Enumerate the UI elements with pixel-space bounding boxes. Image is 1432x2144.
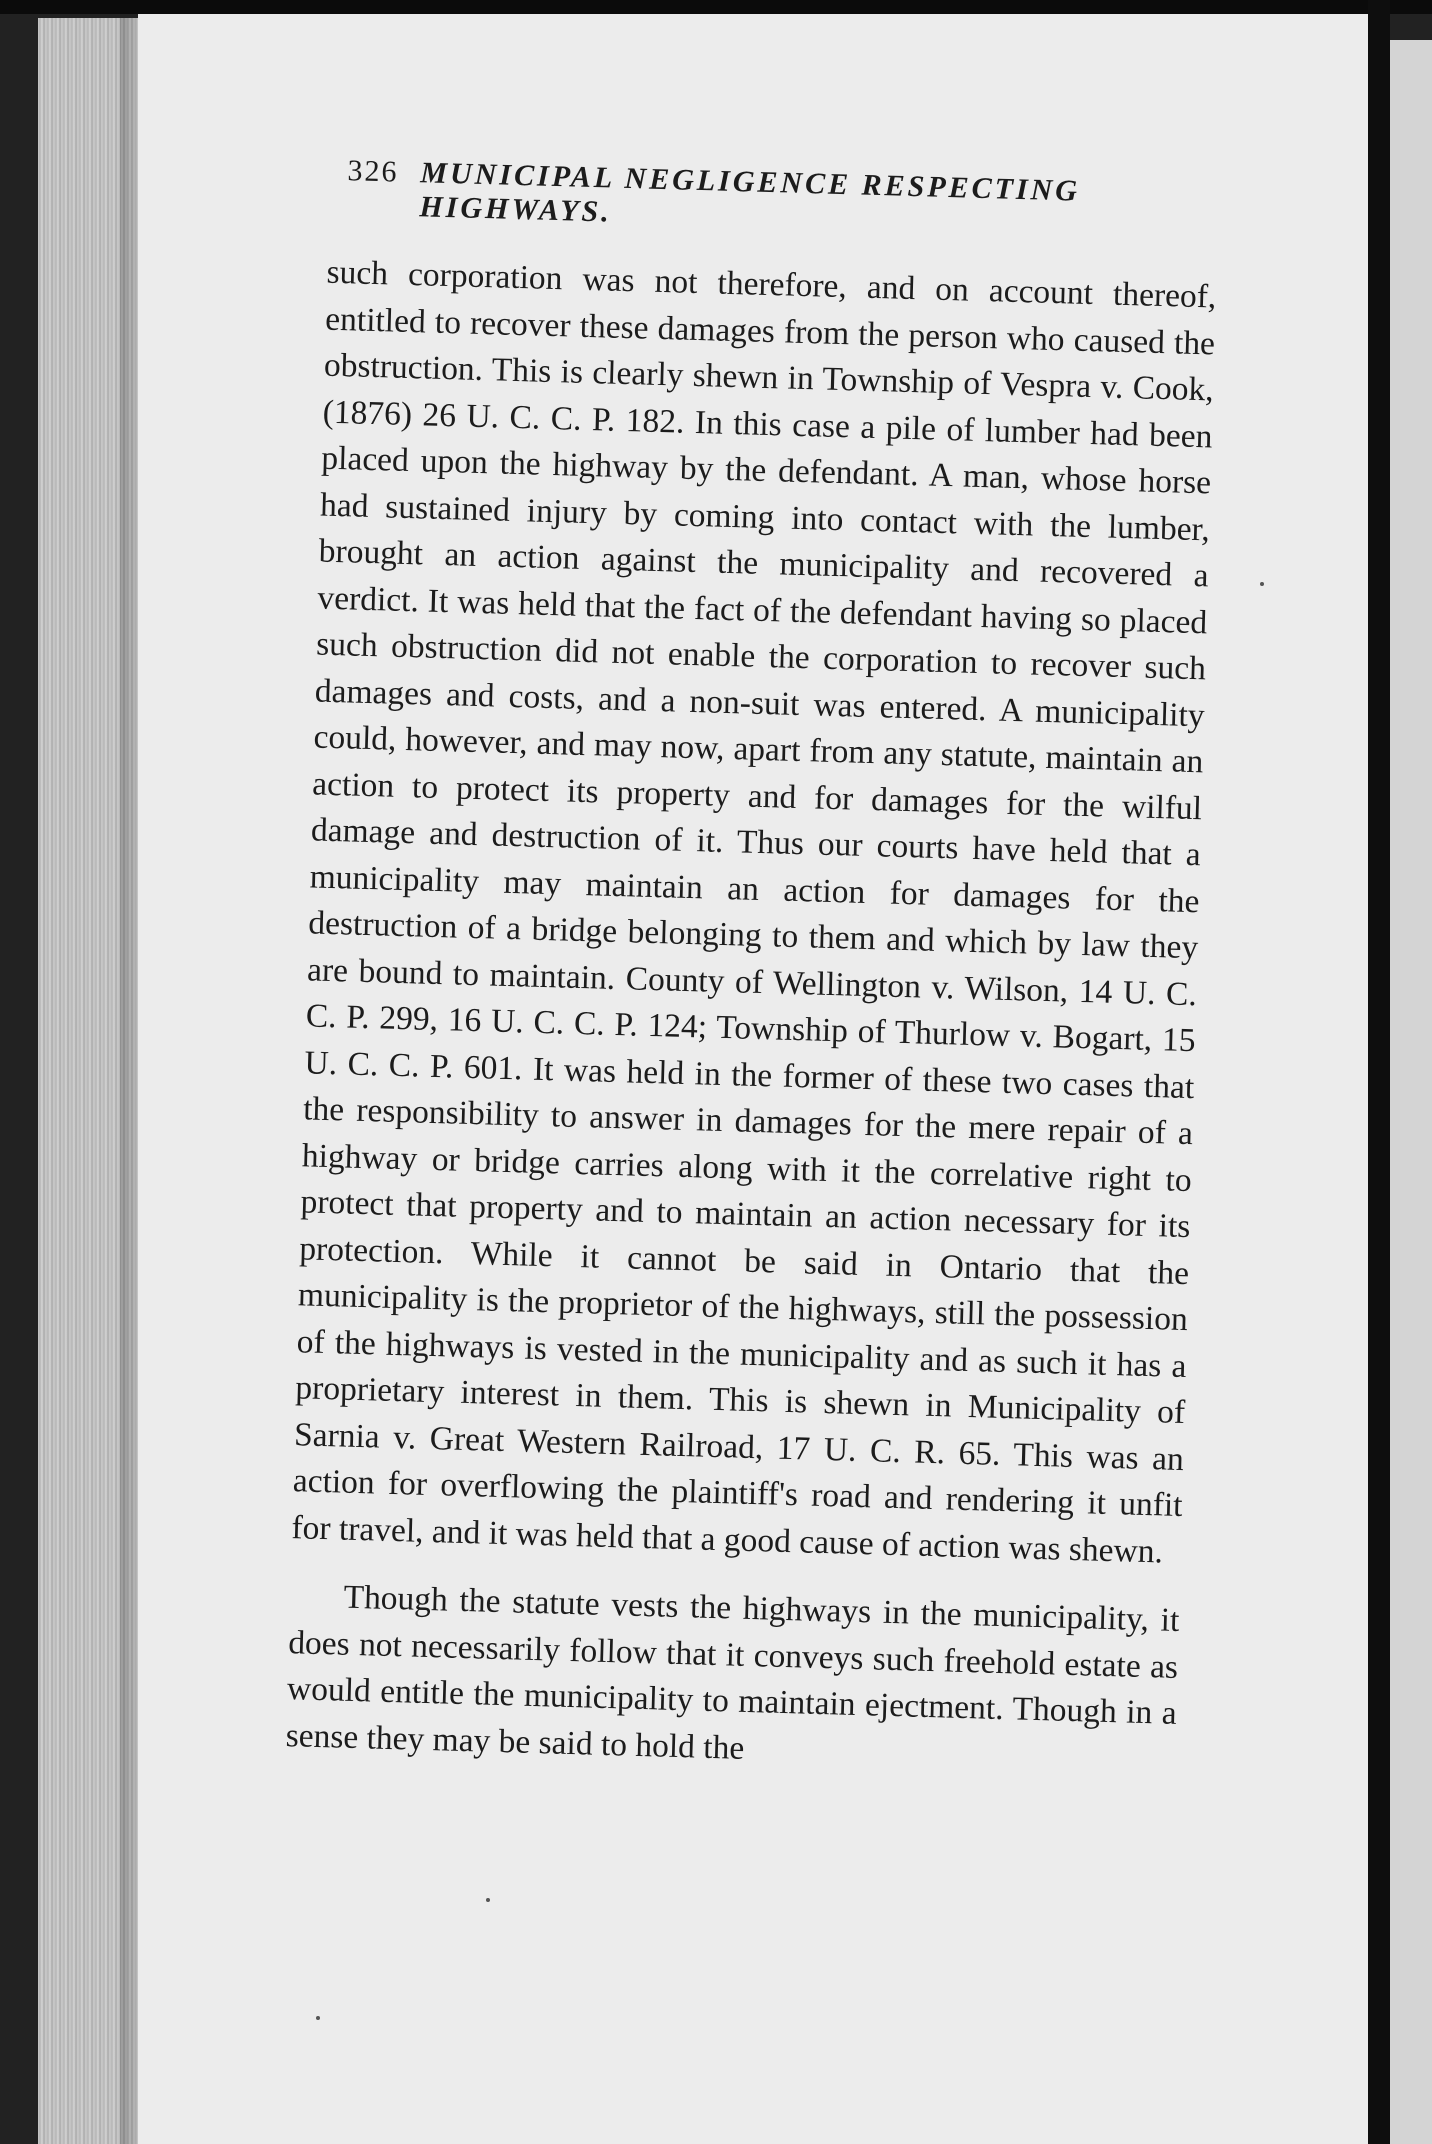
body-paragraph-1: such corporation was not therefore, and on account thereof, entitled to recover these damages from the person who caused the obstruction. This is clearly shewn in Township of Vespra v. Cook, (1876) 26 U. C. C. P. 182. In this case a pile of lumber had been placed upon the highway by the defendant. A man, whose horse had sustained injury by coming into contact with the lumber, brought an action against the municipality and recovered a verdict. It was held that the fact of the defendant having so placed such obstruction did not enable the corporation to recover such damages and costs, and a non-suit was entered. A municipality could, however, and may now, apart from any statute, maintain an action to protect its property and for damages for the wilful damage and destruction of it. Thus our courts have held that a municipality may maintain an action for damages for the destruction of a bridge belonging to them and which by law they are bound to maintain. County of Wellington v. Wilson, 14 U. C. C. P. 299, 16 U. C. C. P. 124; Township of Thurlow v. Bogart, 15 U. C. C. P. 601. It was held in the former of these two cases that the responsibility to answer in damages for the mere repair of a highway or bridge carries along with it the correlative right to protect that property and to maintain an action necessary for its protection. While it cannot be said in Ontario that the municipality is the proprietor of the highways, still the possession of the highways is vested in the municipality and as such it has a proprietary interest in them. This is shewn in Municipality of Sarnia v. Great Western Railroad, 17 U. C. R. 65. This was an action for overflowing the plaintiff's road and rendering it unfit for travel, and it was held that a good cause of action was shewn. (291, 253, 1217, 1570)
dust-speck (1260, 582, 1264, 586)
page-text (153, 150, 1225, 1784)
top-border (0, 0, 1432, 14)
dust-speck (316, 2016, 320, 2020)
page-number: 326 (347, 154, 399, 189)
next-page-sliver (1390, 40, 1432, 2144)
body-paragraph-2: Though the statute vests the highways in the municipality, it does not necessarily follow that it conveys such freehold estate as would entitle the municipality to maintain ejectment. Though in a sense they may be said to hold the (285, 1578, 1180, 1767)
dust-speck (486, 1898, 490, 1902)
running-title: MUNICIPAL NEGLIGENCE RESPECTING HIGHWAYS. (419, 156, 1081, 229)
right-gutter (1368, 0, 1390, 2144)
